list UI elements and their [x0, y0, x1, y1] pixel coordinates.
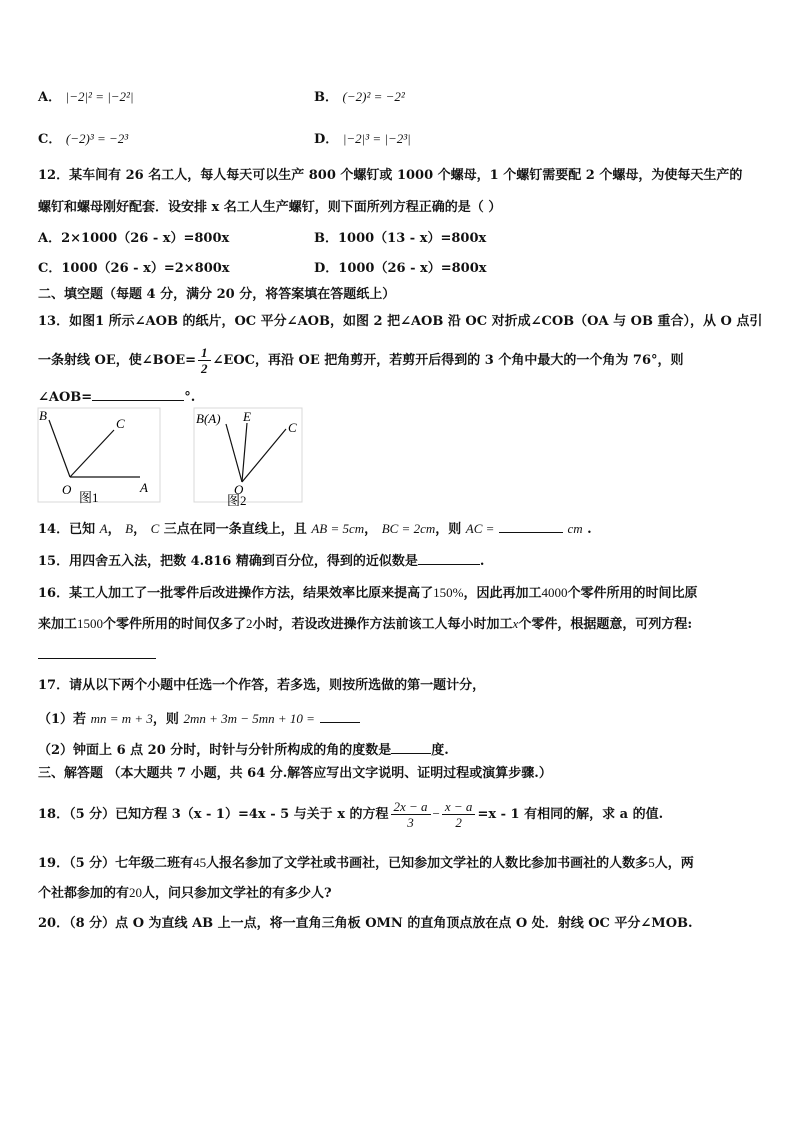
q14-point-b: B — [125, 521, 134, 536]
q17-p2-end: 度. — [431, 743, 449, 758]
q19-n5: 5 — [648, 855, 655, 870]
q12-option-d: D．1000（26 - x）=800x — [314, 261, 487, 276]
q19-line2 — [38, 884, 332, 903]
q14-line: 14．已知 A， B， C 三点在同一条直线上，且 AB = 5cm， BC = 2cm，则 AC = cm . — [38, 518, 592, 539]
q18-frac2-den: 2 — [455, 815, 462, 830]
fig1-ray-ob — [49, 420, 70, 477]
q17-p2-blank[interactable] — [391, 739, 431, 754]
fig1-label-c: C — [116, 416, 125, 431]
fig2-caption: 图2 — [227, 493, 247, 506]
q19-line2b: 人，问只参加文学社的有多少人? — [142, 886, 332, 901]
q17-intro: 17．请从以下两个小题中任选一个作答，若多选，则按所选做的第一题计分， — [38, 678, 486, 693]
q14-unit: cm — [567, 521, 583, 536]
q13-answer-blank[interactable] — [92, 386, 184, 401]
q13-line2a: 一条射线 OE，使∠BOE= — [38, 353, 197, 368]
q19-line2a: 个社都参加的有 — [38, 886, 130, 901]
fig1-label-b: B — [39, 408, 47, 423]
q19-line1 — [38, 854, 694, 873]
q13-line3b: °. — [184, 390, 196, 405]
fig2-ray-ob — [226, 424, 242, 482]
fig2-label-ba: B(A) — [196, 411, 221, 426]
q16-n4000: 4000 — [541, 585, 568, 600]
q12-option-c: C．1000（26 - x）=2×800x — [38, 261, 230, 276]
q16-line1 — [38, 584, 697, 603]
q13-fraction — [198, 345, 211, 376]
fig1-label-a: A — [140, 480, 148, 495]
q14-mid: 三点在同一条直线上，且 — [163, 522, 307, 537]
q20-line: 20．（8 分）点 O 为直线 AB 上一点，将一直角三角板 OMN 的直角顶点放在点 O 处．射线 OC 平分∠MOB. — [38, 916, 693, 931]
q18-minus: − — [432, 806, 440, 821]
q11-option-c-expr: (−2)³ = −2³ — [65, 131, 129, 146]
q17-p1b: ，则 — [152, 712, 179, 727]
q16-line2b: 个零件所用的时间仅多了 — [103, 617, 247, 632]
q14-ab: AB = 5cm — [311, 521, 365, 536]
q12-line1: 12．某车间有 26 名工人，每人每天可以生产 800 个螺钉或 1000 个螺母，1 个螺钉需要配 2 个螺母，为使每天生产的 — [38, 168, 743, 183]
section3-heading: 三、解答题 （本大题共 7 小题，共 64 分.解答应写出文字说明、证明过程或演算步骤.） — [38, 766, 552, 781]
q16-line2 — [38, 615, 692, 634]
q14-point-c: C — [150, 521, 160, 536]
q11-option-b-expr: (−2)² = −2² — [342, 89, 405, 104]
q17-p2: （2）钟面上 6 点 20 分时，时针与分针所构成的角的度数是 — [38, 743, 392, 758]
q18-frac1-den: 3 — [407, 815, 414, 830]
q19-n45: 45 — [193, 855, 207, 870]
q18-a: 18．（5 分）已知方程 3（x - 1）=4x - 5 与关于 x 的方程 — [38, 807, 389, 822]
q11-option-c — [38, 130, 128, 149]
q17-p1-expr1: mn = m + 3 — [90, 711, 153, 726]
section2-heading: 二、填空题（每题 4 分，满分 20 分，将答案填在答题纸上） — [38, 287, 396, 302]
q11-option-a — [38, 88, 134, 107]
q16-line1c: 个零件所用的时间比原 — [567, 586, 698, 601]
fig1-caption: 图1 — [79, 490, 99, 505]
q17-part1 — [38, 708, 360, 729]
fig2-ray-oe — [242, 423, 247, 482]
q11-option-a-expr: |−2|² = |−2²| — [65, 89, 134, 104]
fig2-label-e: E — [243, 409, 251, 424]
q13-figures — [36, 406, 306, 506]
q18-frac2-num: x − a — [442, 799, 476, 815]
fig1-label-o: O — [62, 482, 72, 497]
q19-line1c: 人，两 — [654, 856, 694, 871]
q11-option-a-label: A． — [38, 90, 62, 105]
fig2-label-o: O — [234, 482, 244, 497]
q14-bc: BC = 2cm — [381, 521, 436, 536]
q16-answer-line — [38, 644, 156, 665]
q12-line2: 螺钉和螺母刚好配套．设安排 x 名工人生产螺钉，则下面所列方程正确的是（ ） — [38, 200, 502, 215]
fig2-label-c: C — [288, 420, 297, 435]
q13-line2 — [38, 344, 684, 378]
q16-line1a: 16．某工人加工了一批零件后改进操作方法，结果效率比原来提高了 — [38, 586, 434, 601]
fig2-ray-oc — [242, 429, 286, 482]
q16-x: x — [512, 616, 519, 631]
q13-frac-num: 1 — [198, 345, 211, 361]
q18-b: =x - 1 有相同的解，求 a 的值. — [477, 807, 664, 822]
q15-line — [38, 550, 484, 571]
q17-p1-expr2: 2mn + 3m − 5mn + 10 = — [183, 711, 315, 726]
q13-line3 — [38, 386, 195, 407]
q12-option-a: A．2×1000（26 - x）=800x — [38, 231, 230, 246]
q16-answer-blank[interactable] — [38, 644, 156, 659]
q14-then: ，则 — [435, 522, 462, 537]
q11-option-b — [314, 88, 405, 107]
q11-option-c-label: C． — [38, 132, 62, 147]
q13-line1: 13．如图1 所示∠AOB 的纸片，OC 平分∠AOB，如图 2 把∠AOB 沿 OC 对折成∠COB（OA 与 OB 重合），从 O 点引 — [38, 314, 763, 329]
q19-line1b: 人报名参加了文学社或书画社，已知参加文学社的人数比参加书画社的人数多 — [206, 856, 649, 871]
q12-option-b: B．1000（13 - x）=800x — [314, 231, 487, 246]
fig1-ray-oc — [70, 430, 114, 477]
q16-line1b: ，因此再加工 — [463, 586, 542, 601]
q13-frac-den: 2 — [201, 361, 208, 376]
q15-text: 15．用四舍五入法，把数 4.816 精确到百分位，得到的近似数是 — [38, 554, 418, 569]
q17-p1-blank[interactable] — [320, 708, 360, 723]
q19-line1a: 19．（5 分）七年级二班有 — [38, 856, 194, 871]
q19-n20: 20 — [129, 885, 143, 900]
q11-option-b-label: B． — [314, 90, 338, 105]
q11-option-d-expr: |−2|³ = |−2³| — [342, 131, 411, 146]
q15-end: . — [479, 554, 485, 569]
q17-p1a: （1）若 — [38, 712, 87, 727]
q16-line2d: 个零件，根据题意，可列方程: — [518, 617, 693, 632]
q14-prefix: 14．已知 — [38, 522, 96, 537]
q11-option-d — [314, 130, 411, 149]
q18-frac1 — [391, 799, 431, 830]
q18-frac2 — [442, 799, 476, 830]
q14-ac: AC = — [465, 521, 495, 536]
q16-n1500: 1500 — [77, 616, 104, 631]
q17-part2 — [38, 739, 449, 760]
q18-frac1-num: 2x − a — [391, 799, 431, 815]
q13-line3a: ∠AOB= — [38, 390, 93, 405]
q14-point-a: A — [99, 521, 108, 536]
q16-pct: 150% — [433, 585, 464, 600]
q16-n2: 2 — [246, 616, 253, 631]
q14-answer-blank[interactable] — [499, 518, 563, 533]
q16-line2a: 来加工 — [38, 617, 78, 632]
q13-line2b: ∠EOC，再沿 OE 把角剪开，若剪开后得到的 3 个角中最大的一个角为 76°，则 — [212, 353, 684, 368]
q16-line2c: 小时，若设改进操作方法前该工人每小时加工 — [252, 617, 513, 632]
q15-answer-blank[interactable] — [418, 550, 480, 565]
q18-line — [38, 796, 663, 833]
q11-option-d-label: D． — [314, 132, 339, 147]
